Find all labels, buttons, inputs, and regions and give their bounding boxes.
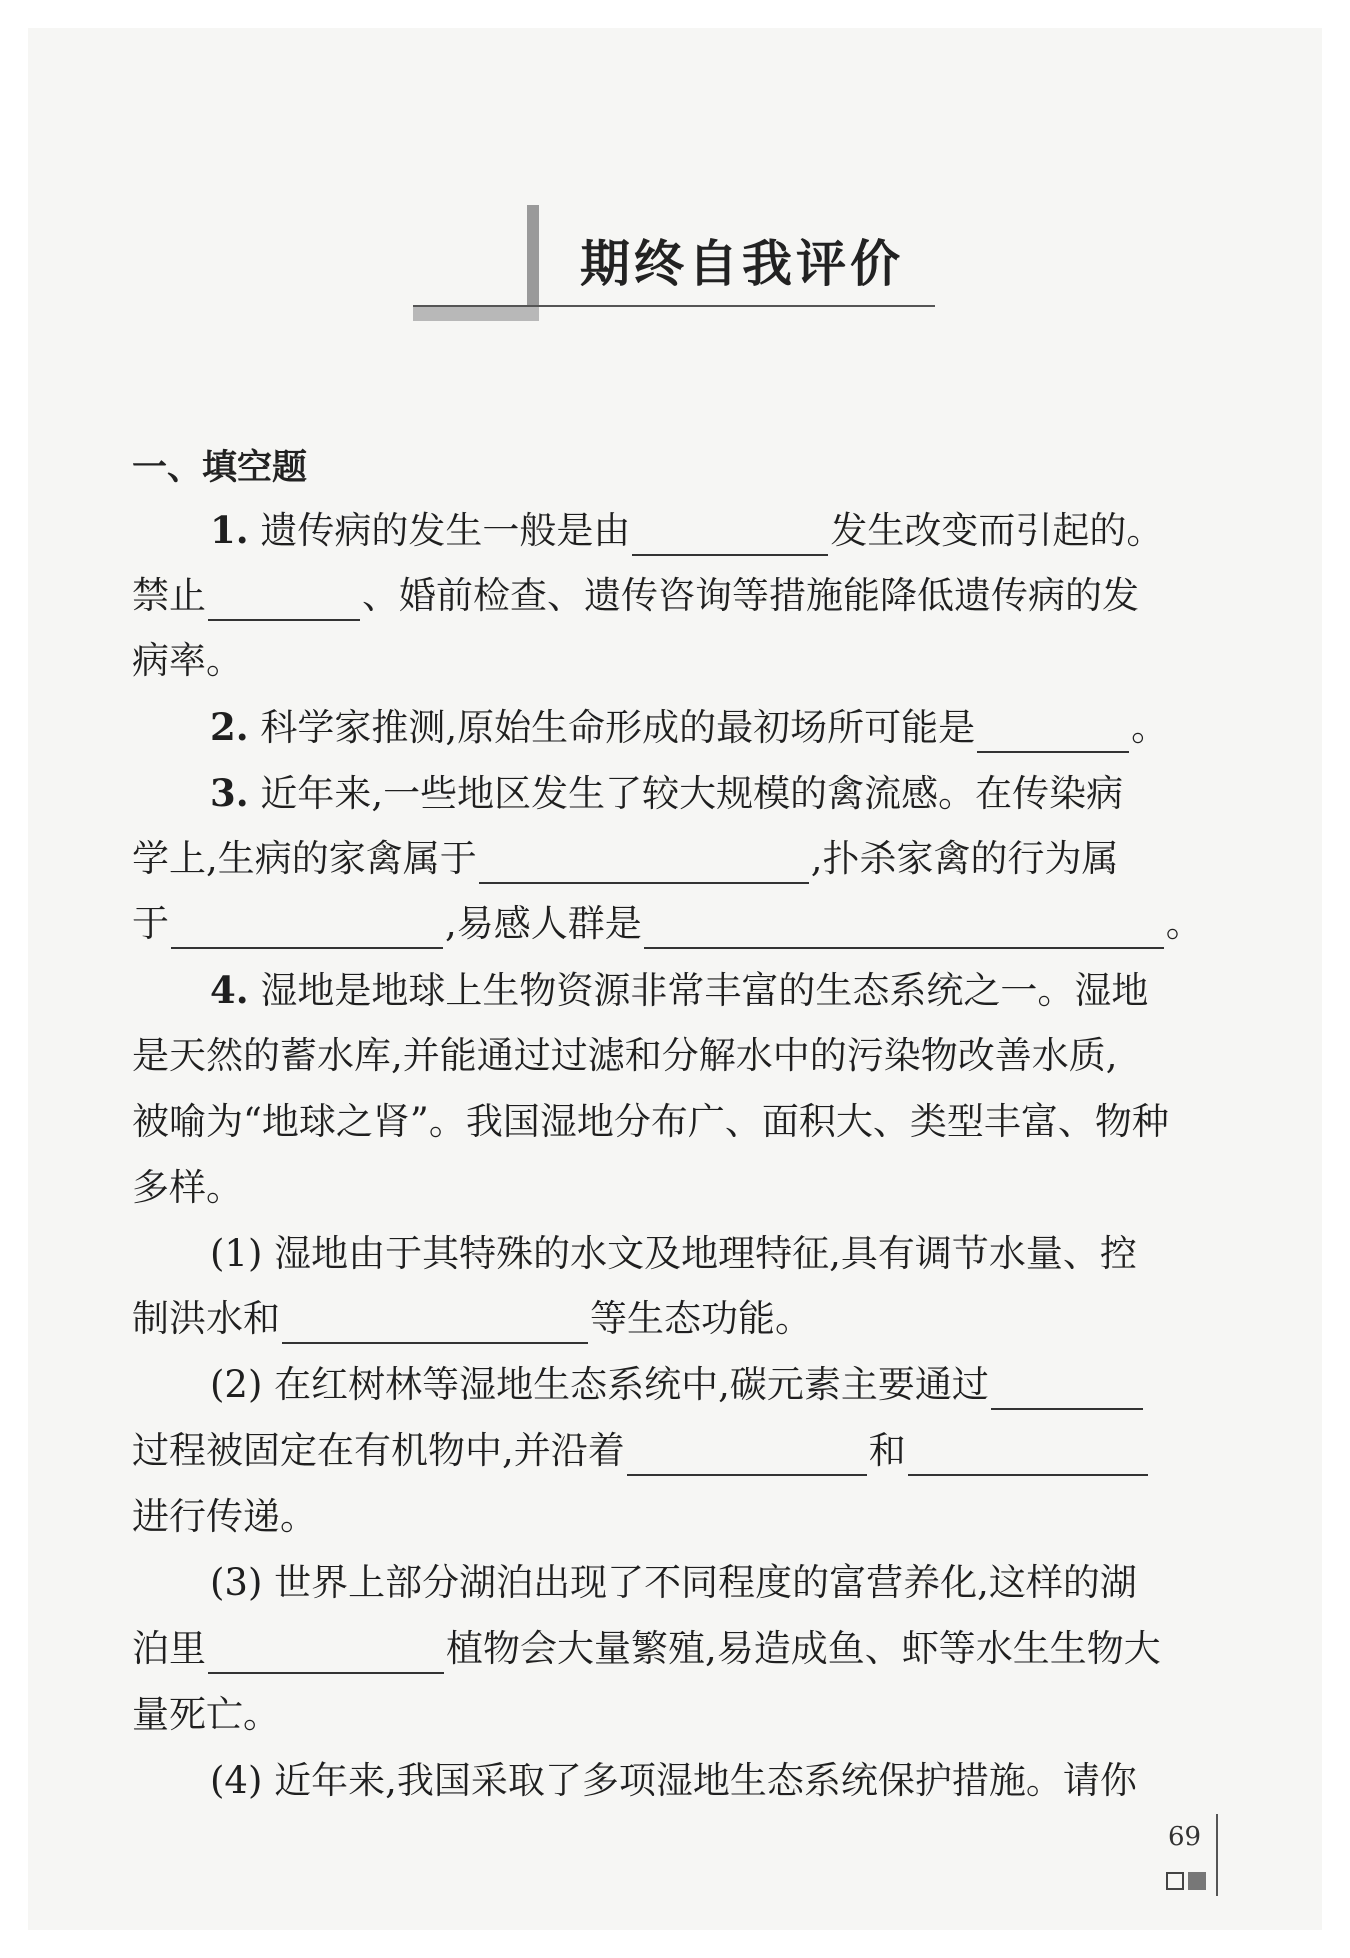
question-text: 近年来,一些地区发生了较大规模的禽流感。在传染病 (260, 772, 1124, 815)
answer-blank[interactable] (644, 907, 1164, 949)
answer-blank[interactable] (627, 1434, 867, 1476)
question-number: 3. (210, 771, 249, 815)
question-text: 于 (132, 902, 169, 945)
answer-blank[interactable] (908, 1434, 1148, 1476)
question-text: (4) 近年来,我国采取了多项湿地生态系统保护措施。请你 (210, 1759, 1137, 1802)
question-4-line-4 (132, 1163, 1218, 1213)
subquestion-3-line-3 (132, 1690, 1218, 1740)
question-1-line-1 (132, 505, 1296, 555)
question-text: 、婚前检查、遗传咨询等措施能降低遗传病的发 (362, 574, 1139, 617)
question-text: ,易感人群是 (445, 902, 642, 945)
question-number: 1. (210, 508, 249, 552)
question-text: 进行传递。 (132, 1495, 317, 1538)
question-4-line-1 (132, 965, 1296, 1015)
question-text: 禁止 (132, 574, 206, 617)
subquestion-2-line-3 (132, 1492, 1218, 1542)
question-text: 科学家推测,原始生命形成的最初场所可能是 (260, 706, 976, 749)
page-number: 69 (1168, 1822, 1202, 1852)
subquestion-3-line-2 (132, 1624, 1218, 1674)
question-3-line-1 (132, 768, 1296, 818)
question-text: 量死亡。 (132, 1693, 280, 1736)
answer-blank[interactable] (991, 1368, 1143, 1410)
question-text: 学上,生病的家禽属于 (132, 837, 477, 880)
page-number-rule (1216, 1814, 1218, 1896)
question-1-line-2 (132, 571, 1218, 621)
question-text: 湿地是地球上生物资源非常丰富的生态系统之一。湿地 (260, 969, 1149, 1012)
question-3-line-3 (132, 899, 1218, 949)
page-title: 期终自我评价 (580, 235, 904, 293)
subquestion-4-line-1 (132, 1756, 1296, 1806)
answer-blank[interactable] (208, 579, 360, 621)
question-text: 发生改变而引起的。 (830, 509, 1164, 552)
answer-blank[interactable] (282, 1302, 588, 1344)
question-text: (1) 湿地由于其特殊的水文及地理特征,具有调节水量、控 (210, 1232, 1137, 1275)
answer-blank[interactable] (479, 842, 809, 884)
answer-blank[interactable] (632, 514, 828, 556)
title-decoration-shadow (413, 307, 539, 321)
answer-blank[interactable] (977, 711, 1129, 753)
question-4-line-3 (132, 1097, 1218, 1147)
question-text: 被喻为“地球之肾”。我国湿地分布广、面积大、类型丰富、物种 (132, 1100, 1169, 1143)
question-number: 4. (210, 968, 249, 1012)
question-text: 是天然的蓄水库,并能通过过滤和分解水中的污染物改善水质, (132, 1034, 1118, 1077)
question-text: 泊里 (132, 1627, 206, 1670)
subquestion-2-line-2 (132, 1426, 1218, 1476)
question-text: 多样。 (132, 1166, 243, 1209)
question-text: 等生态功能。 (590, 1297, 812, 1340)
question-text: 过程被固定在有机物中,并沿着 (132, 1429, 625, 1472)
question-text: 。 (1165, 902, 1203, 945)
question-4-line-2 (132, 1031, 1218, 1081)
question-text: ,扑杀家禽的行为属 (810, 837, 1119, 880)
empty-square-icon (1166, 1872, 1184, 1890)
question-text: 病率。 (132, 639, 243, 682)
title-decoration-bar (527, 205, 539, 317)
question-text: 和 (868, 1429, 906, 1472)
question-text: (3) 世界上部分湖泊出现了不同程度的富营养化,这样的湖 (210, 1561, 1137, 1604)
title-underline (413, 305, 935, 307)
subquestion-2-line-1 (132, 1360, 1296, 1410)
subquestion-1-line-2 (132, 1294, 1218, 1344)
answer-blank[interactable] (208, 1632, 444, 1674)
question-2-line-1 (132, 702, 1296, 752)
subquestion-1-line-1 (132, 1229, 1296, 1279)
question-text: (2) 在红树林等湿地生态系统中,碳元素主要通过 (210, 1363, 989, 1406)
question-text: 植物会大量繁殖,易造成鱼、虾等水生生物大 (446, 1627, 1161, 1670)
question-1-line-3 (132, 636, 1218, 686)
question-text: 。 (1131, 706, 1169, 749)
filled-square-icon (1188, 1872, 1206, 1890)
question-text: 遗传病的发生一般是由 (260, 509, 631, 552)
subquestion-3-line-1 (132, 1558, 1296, 1608)
question-3-line-2 (132, 834, 1218, 884)
section-heading: 一、填空题 (132, 448, 308, 488)
answer-blank[interactable] (171, 907, 443, 949)
question-text: 制洪水和 (132, 1297, 280, 1340)
question-number: 2. (210, 705, 249, 749)
